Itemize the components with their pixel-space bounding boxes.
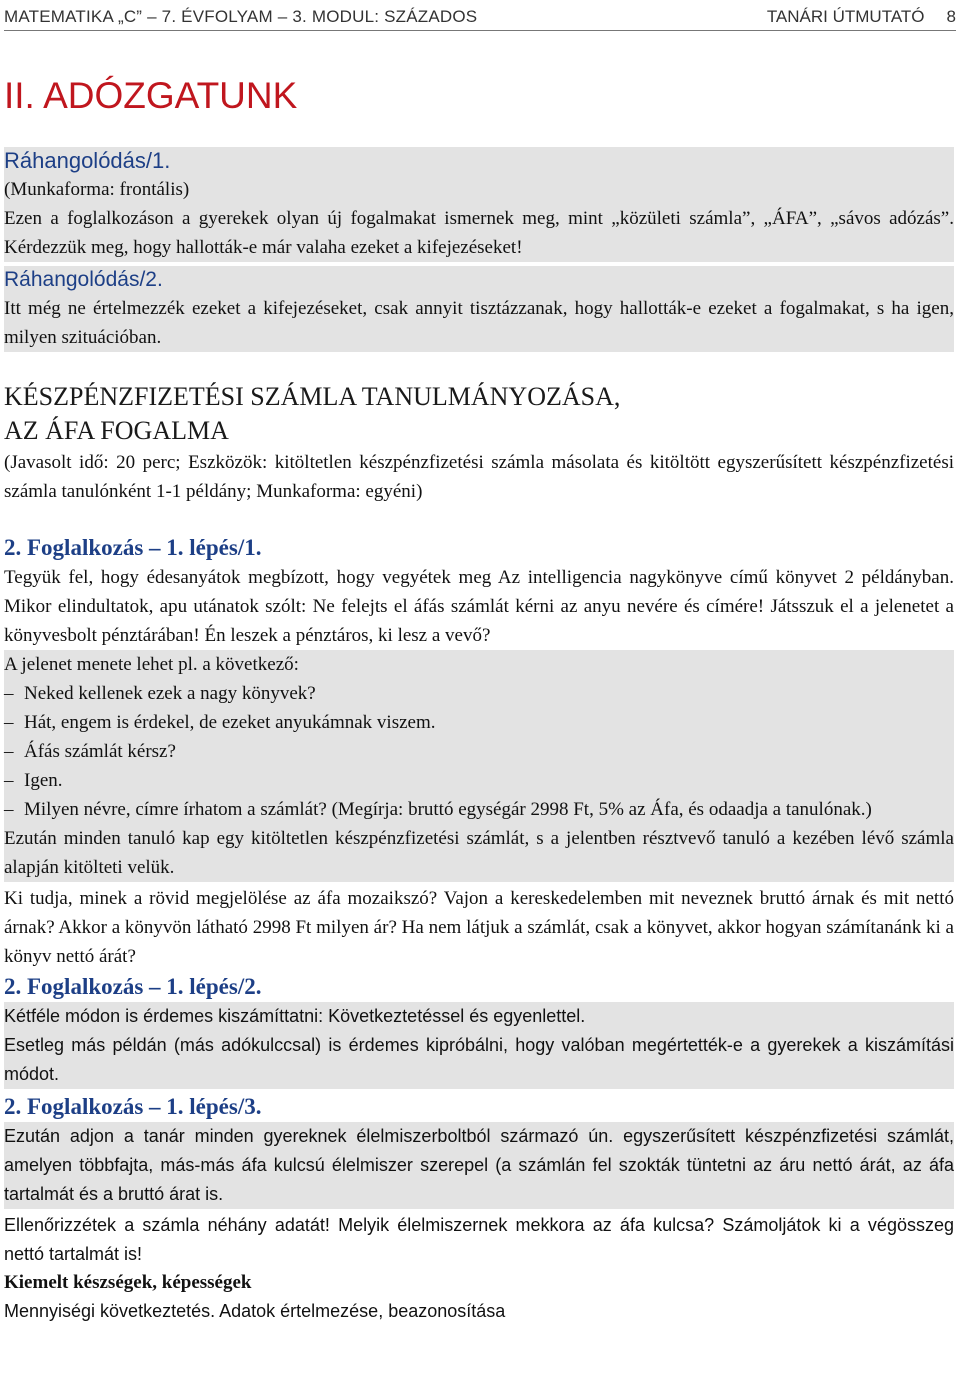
- dialogue-line: – Neked kellenek ezek a nagy könyvek?: [4, 683, 316, 704]
- step3-block: [4, 1091, 954, 1269]
- dialogue-line: – Hát, engem is érdekel, de ezeket anyukámnak viszem.: [4, 712, 436, 733]
- page-header: [4, 4, 956, 31]
- header-module-title: MATEMATIKA „C” – 7. ÉVFOLYAM – 3. MODUL: SZÁZADOS: [4, 7, 478, 26]
- section-parameters: (Javasolt idő: 20 perc; Eszközök: kitöltetlen készpénzfizetési számla másolata és kitöltött egyszerűsített készpénzfizetési számla tanulónként 1-1 példány; Munkaforma: egyéni): [4, 452, 954, 502]
- warmup2-text: Itt még ne értelmezzék ezeket a kifejezéseket, csak annyit tisztázzanak, hogy hallották-e ezeket a fogalmakat, s ha igen, milyen szituációban.: [4, 298, 954, 348]
- step2-heading: 2. Foglalkozás – 1. lépés/2.: [4, 974, 262, 999]
- warmup2-heading: Ráhangolódás/2.: [4, 268, 163, 291]
- dialogue-line: – Áfás számlát kérsz?: [4, 741, 176, 762]
- step2-shaded: [4, 1002, 954, 1089]
- step2-line1: Kétféle módon is érdemes kiszámíttatni: Következtetéssel és egyenlettel.: [4, 1006, 586, 1026]
- warmup1-block: [4, 147, 954, 262]
- step2-line2: Esetleg más példán (más adókulccsal) is érdemes kipróbálni, hogy valóban megértették-e a gyerekek a kiszámítási módot.: [4, 1035, 954, 1084]
- step3-text2: Ellenőrizzétek a számla néhány adatát! Melyik élelmiszernek mekkora az áfa kulcsa? Számoljátok ki a végösszeg nettó tartalmát is!: [4, 1215, 954, 1264]
- step1-intro: Tegyük fel, hogy édesanyátok megbízott, hogy vegyétek meg Az intelligencia nagykönyve című könyvet 2 példányban. Mikor elindultatok, apu utánatok szólt: Ne felejts el áfás számlát kérni az anyu nevére és címére! Játsszuk el a jelenetet a könyvesbolt pénztárában! Én leszek a pénztáros, ki lesz a vevő?: [4, 567, 954, 646]
- warmup1-text: Ezen a foglalkozáson a gyerekek olyan új fogalmakat ismernek meg, mint „közületi számla”, „ÁFA”, „sávos adózás”. Kérdezzük meg, hogy hallották-e már valaha ezeket a kifejezéseket!: [4, 208, 954, 258]
- section-header-block: [4, 380, 954, 506]
- header-guide-label: [767, 7, 956, 27]
- header-guide-text: TANÁRI ÚTMUTATÓ: [766, 7, 925, 26]
- step1-questions: Ki tudja, minek a rövid megjelölése az áfa mozaikszó? Vajon a kereskedelemben mit neveznek bruttó árnak és mit nettó árnak? Akkor a könyvön látható 2998 Ft milyen ár? Ha nem látjuk a számlát, csak a könyvet, akkor hogyan számítanánk ki a könyv nettó árát?: [4, 888, 954, 967]
- step3-text1: Ezután adjon a tanár minden gyereknek élelmiszerboltból származó ún. egyszerűsített készpénzfizetési számlát, amelyen többfajta, más-más áfa kulcsú élelmiszer szerepel (a számlán fel szokták tüntetni az áru nettó árát, az áfa tartalmát és a bruttó árat is.: [4, 1126, 954, 1204]
- step3-shaded: [4, 1122, 954, 1209]
- skills-heading: Kiemelt készségek, képességek: [4, 1272, 252, 1293]
- step3-heading: 2. Foglalkozás – 1. lépés/3.: [4, 1094, 262, 1119]
- warmup1-work-form: (Munkaforma: frontális): [4, 179, 190, 200]
- scene-label: A jelenet menete lehet pl. a következő:: [4, 654, 299, 675]
- step1-after: Ezután minden tanuló kap egy kitöltetlen készpénzfizetési számlát, s a jelentben résztvevő tanuló a kezében lévő számla alapján kitölteti velük.: [4, 828, 954, 878]
- skills-block: [4, 1269, 954, 1326]
- chapter-title: II. ADÓZGATUNK: [4, 75, 298, 116]
- step2-block: [4, 971, 954, 1089]
- skills-text: Mennyiségi következtetés. Adatok értelmezése, beazonosítása: [4, 1301, 506, 1321]
- warmup2-block: [4, 266, 954, 352]
- step1-block: [4, 532, 954, 971]
- section-heading-line1: KÉSZPÉNZFIZETÉSI SZÁMLA TANULMÁNYOZÁSA,: [4, 382, 621, 411]
- dialogue-line: – Igen.: [4, 770, 63, 791]
- warmup1-heading: Ráhangolódás/1.: [4, 148, 171, 173]
- dialogue-line: – Milyen névre, címre írhatom a számlát? (Megírja: bruttó egységár 2998 Ft, 5% az Áfa, és odaadja a tanulónak.): [4, 799, 872, 820]
- step1-heading: 2. Foglalkozás – 1. lépés/1.: [4, 535, 262, 560]
- section-heading-line2: AZ ÁFA FOGALMA: [4, 416, 229, 445]
- page-number: 8: [946, 7, 956, 26]
- scene-block: [4, 650, 954, 882]
- page-content: [4, 147, 954, 1326]
